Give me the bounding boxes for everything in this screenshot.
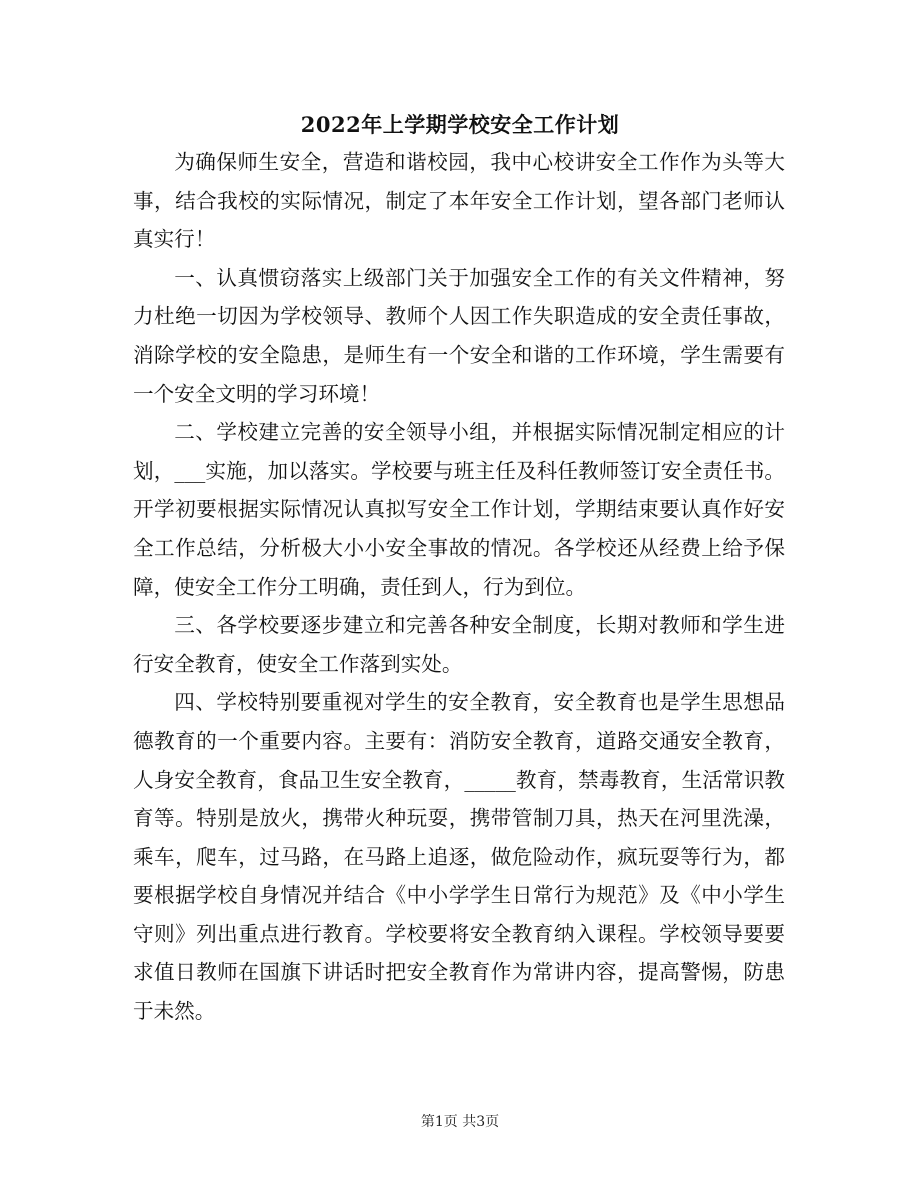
- paragraph-item-4: 四、学校特别要重视对学生的安全教育，安全教育也是学生思想品德教育的一个重要内容。主要有：消防安全教育，道路交通安全教育，人身安全教育，食品卫生安全教育，_____教育，禁毒教育，生活常识教育等。特别是放火，携带火种玩耍，携带管制刀具，热天在河里洗澡，乘车，爬车，过马路，在马路上追逐，做危险动作，疯玩耍等行为，都要根据学校自身情况并结合《中小学学生日常行为规范》及《中小学生守则》列出重点进行教育。学校要将安全教育纳入课程。学校领导要要求值日教师在国旗下讲话时把安全教育作为常讲内容，提高警惕，防患于未然。: [133, 690, 785, 1024]
- paragraph-intro: 为确保师生安全，营造和谐校园，我中心校讲安全工作作为头等大事，结合我校的实际情况，制定了本年安全工作计划，望各部门老师认真实行！: [133, 150, 785, 252]
- document-body: [133, 143, 785, 1031]
- paragraph-item-1: 一、认真惯窃落实上级部门关于加强安全工作的有关文件精神，努力杜绝一切因为学校领导、教师个人因工作失职造成的安全责任事故，消除学校的安全隐患，是师生有一个安全和谐的工作环境，学生需要有一个安全文明的学习环境！: [133, 265, 785, 406]
- page-indicator: 第1页 共3页: [420, 1114, 500, 1130]
- paragraph-item-3: 三、各学校要逐步建立和完善各种安全制度，长期对教师和学生进行安全教育，使安全工作落到实处。: [133, 613, 785, 676]
- paragraph-item-2: 二、学校建立完善的安全领导小组，并根据实际情况制定相应的计划，___实施，加以落实。学校要与班主任及科任教师签订安全责任书。开学初要根据实际情况认真拟写安全工作计划，学期结束要认真作好安全工作总结，分析极大小小安全事故的情况。各学校还从经费上给予保障，使安全工作分工明确，责任到人，行为到位。: [133, 420, 785, 599]
- document-title: 2022年上学期学校安全工作计划: [300, 112, 620, 137]
